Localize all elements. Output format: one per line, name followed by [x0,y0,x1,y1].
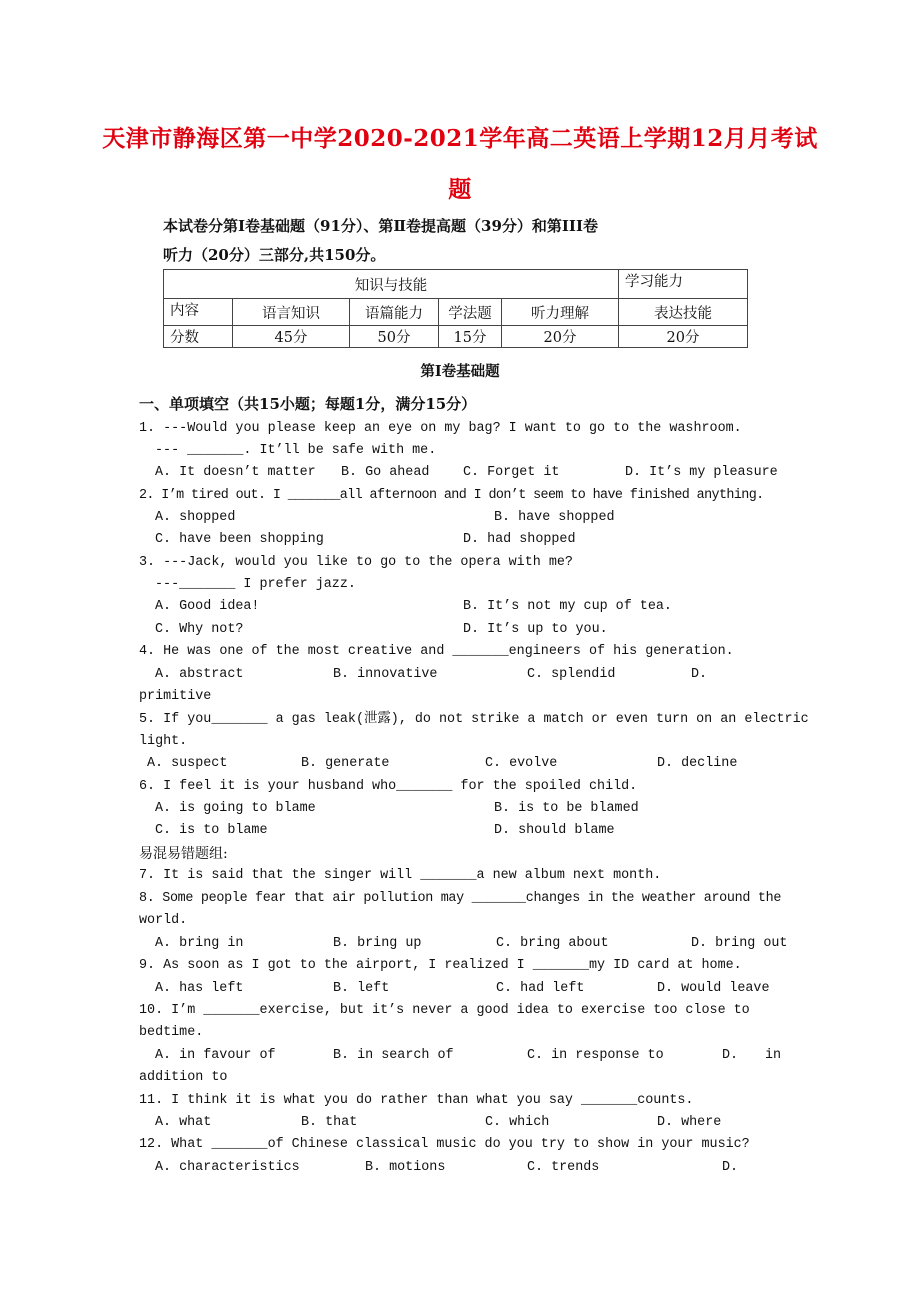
option-c: C. is to blame [155,823,268,838]
table-cell: 20分 [619,326,748,348]
table-header-knowledge: 知识与技能 [164,270,619,299]
option-d-text-cont: addition to [139,1070,228,1085]
option-c: C. evolve [485,756,558,771]
table-cell: 语言知识 [233,299,350,326]
table-header-learning: 学习能力 [619,270,748,299]
table-cell: 学法题 [439,299,502,326]
section-heading: 第Ⅰ卷基础题 [420,363,500,380]
option-b: B. generate [301,756,390,771]
table-cell: 表达技能 [619,299,748,326]
option-a: A. is going to blame [155,801,316,816]
option-c: C. have been shopping [155,532,324,547]
option-a: A. abstract [155,667,244,682]
question-9: 9. As soon as I got to the airport, I realized I _______my ID card at home. [139,958,742,973]
option-d-text: primitive [139,689,212,704]
group-heading: 易混易错题组: [139,846,228,862]
row-label-content: 内容 [164,299,233,326]
question-11: 11. I think it is what you do rather than what you say _______counts. [139,1093,694,1108]
question-1: 1. ---Would you please keep an eye on my bag? I want to go to the washroom. [139,421,742,436]
option-b: B. in search of [333,1048,454,1063]
question-8-line2: world. [139,913,188,928]
option-b: B. that [301,1115,358,1130]
option-c: C. in response to [527,1048,664,1063]
table-cell: 语篇能力 [350,299,439,326]
table-cell: 20分 [502,326,619,348]
option-d: D. It’s up to you. [463,622,608,637]
question-12: 12. What _______of Chinese classical music do you try to show in your music? [139,1137,750,1152]
option-b: B. motions [365,1160,446,1175]
question-3-line2: ---_______ I prefer jazz. [155,577,356,592]
intro-line-2: 听力（20分）三部分,共150分。 [163,246,386,264]
option-a: A. what [155,1115,212,1130]
option-d: D. where [657,1115,722,1130]
option-d: D. [691,667,708,682]
option-d: D. decline [657,756,738,771]
score-table [163,269,748,348]
option-d: D. would leave [657,981,770,996]
title-line-2: 题 [448,176,472,203]
table-cell: 45分 [233,326,350,348]
option-c: C. trends [527,1160,600,1175]
option-a: A. shopped [155,510,236,525]
table-cell: 听力理解 [502,299,619,326]
question-7: 7. It is said that the singer will _______a new album next month. [139,868,662,883]
option-d: D. bring out [691,936,788,951]
option-b: B. is to be blamed [494,801,639,816]
table-cell: 50分 [350,326,439,348]
question-1-line2: --- _______. It’ll be safe with me. [155,443,437,458]
question-8: 8. Some people fear that air pollution may _______changes in the weather around the [139,891,782,906]
option-d: D. It’s my pleasure [625,465,778,480]
option-a: A. bring in [155,936,244,951]
option-b: B. have shopped [494,510,615,525]
option-a: A. in favour of [155,1048,276,1063]
title-line-1: 天津市静海区第一中学2020-2021学年高二英语上学期12月月考试 [102,125,818,152]
option-a: A. has left [155,981,244,996]
option-a: A. Good idea! [155,599,260,614]
row-label-score: 分数 [164,326,233,348]
intro-line-1: 本试卷分第Ⅰ卷基础题（91分）、第Ⅱ卷提高题（39分）和第III卷 [163,217,598,235]
question-10-line2: bedtime. [139,1025,204,1040]
option-b: B. left [333,981,390,996]
option-d: D. [722,1160,739,1175]
question-3: 3. ---Jack, would you like to go to the opera with me? [139,555,573,570]
option-d: D. should blame [494,823,615,838]
question-6: 6. I feel it is your husband who_______ for the spoiled child. [139,779,638,794]
option-d-text: in [765,1048,782,1063]
option-a: A. It doesn’t matter [155,465,316,480]
option-b: B. Go ahead [341,465,430,480]
question-2: 2. I’m tired out. I _______all afternoon and I don’t seem to have finished anything. [139,488,764,503]
option-c: C. had left [496,981,585,996]
table-cell: 15分 [439,326,502,348]
option-a: A. suspect [147,756,228,771]
option-b: B. bring up [333,936,422,951]
part-heading: 一、单项填空（共15小题；每题1分，满分15分） [139,395,477,413]
question-5: 5. If you_______ a gas leak(泄露), do not strike a match or even turn on an electric [139,712,809,727]
option-c: C. Forget it [463,465,560,480]
question-5-line2: light. [139,734,188,749]
option-b: B. It’s not my cup of tea. [463,599,672,614]
option-b: B. innovative [333,667,438,682]
option-a: A. characteristics [155,1160,300,1175]
option-c: C. splendid [527,667,616,682]
option-d: D. had shopped [463,532,576,547]
option-d: D. [722,1048,739,1063]
question-4: 4. He was one of the most creative and _______engineers of his generation. [139,644,734,659]
question-10: 10. I’m _______exercise, but it’s never a good idea to exercise too close to [139,1003,750,1018]
option-c: C. Why not? [155,622,244,637]
option-c: C. bring about [496,936,609,951]
option-c: C. which [485,1115,550,1130]
